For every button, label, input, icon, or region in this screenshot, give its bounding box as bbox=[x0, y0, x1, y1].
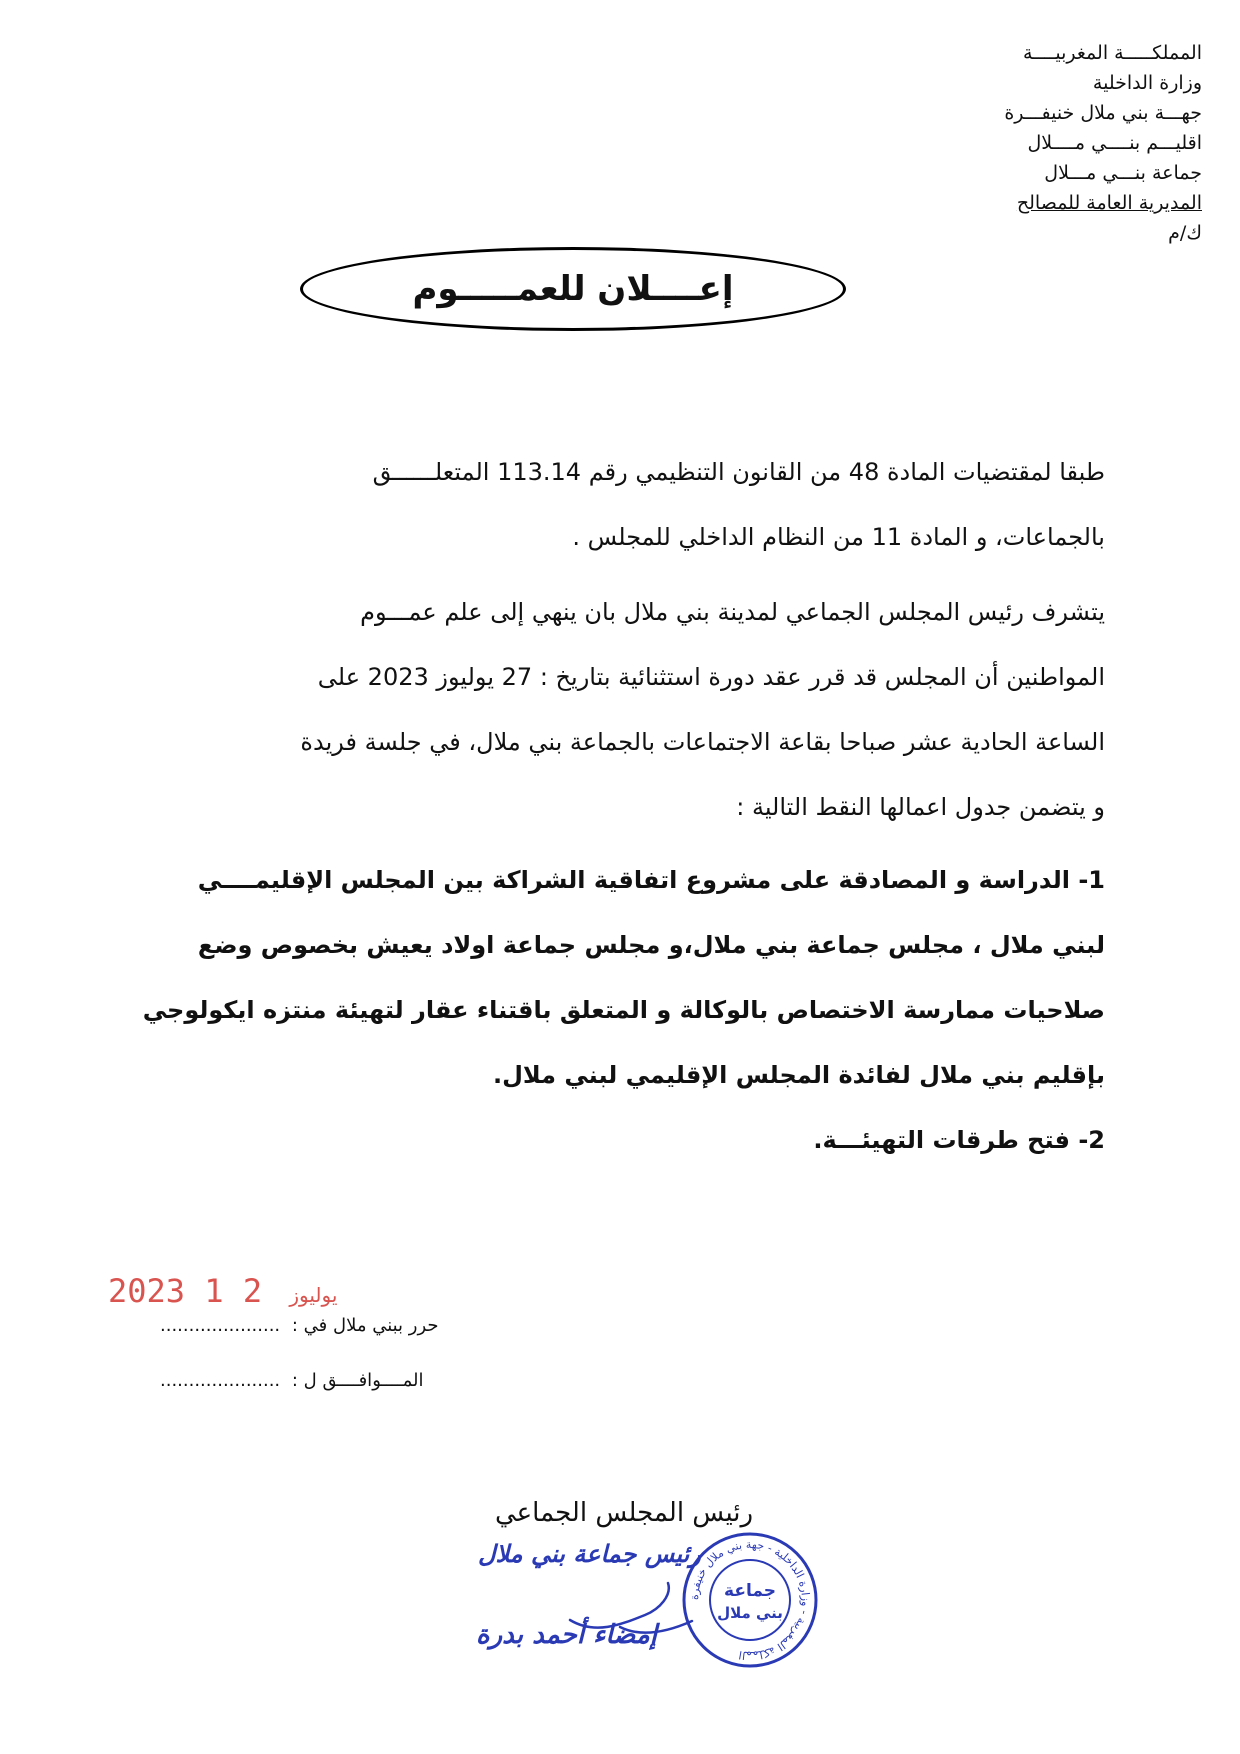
made-at-line bbox=[160, 1315, 439, 1336]
seal-ring-text: المملكة المغربية - وزارة الداخلية - جهة بني ملال خنيفرة bbox=[687, 1537, 813, 1663]
text-line: و يتضمن جدول اعمالها النقط التالية : bbox=[736, 793, 1105, 821]
signature-stamp-name: إمضاء أحمد بدرة bbox=[476, 1620, 657, 1650]
text-line: 2- فتح طرقات التهيئـــة. bbox=[813, 1126, 1105, 1154]
seal-center-line2: بني ملال bbox=[717, 1604, 783, 1622]
signatory-title: رئيس المجلس الجماعي bbox=[495, 1498, 754, 1528]
text-line: بإقليم بني ملال لفائدة المجلس الإقليمي لبني ملال. bbox=[492, 1061, 1105, 1089]
text-line: لبني ملال ، مجلس جماعة بني ملال،و مجلس جماعة اولاد يعيش بخصوص وضع bbox=[197, 931, 1105, 959]
province-line: اقليـــم بنــــي مــــلال bbox=[1027, 132, 1202, 154]
region-line: جهـــة بني ملال خنيفـــرة bbox=[1004, 102, 1202, 124]
text-line: المواطنين أن المجلس قد قرر عقد دورة استثنائية بتاريخ : 27 يوليوز 2023 على bbox=[317, 663, 1105, 691]
directorate-line: المديرية العامة للمصالح bbox=[1016, 192, 1202, 214]
text-line: يتشرف رئيس المجلس الجماعي لمدينة بني ملال بان ينهي إلى علم عمـــوم bbox=[360, 598, 1105, 626]
commune-line: جماعة بنـــي مـــلال bbox=[1044, 162, 1202, 184]
seal-center-line1: جماعة bbox=[724, 1581, 776, 1601]
ministry-line: وزارة الداخلية bbox=[1092, 72, 1202, 94]
stamp-day: 2 1 bbox=[204, 1272, 263, 1310]
page-title: إعــــلان للعمـــــوم bbox=[412, 269, 734, 309]
corresponding-blank: ..................... bbox=[160, 1370, 281, 1391]
stamp-year: 2023 bbox=[108, 1272, 186, 1310]
text-line: الساعة الحادية عشر صباحا بقاعة الاجتماعات بالجماعة بني ملال، في جلسة فريدة bbox=[300, 728, 1105, 756]
text-line: صلاحيات ممارسة الاختصاص بالوكالة و المتعلق باقتناء عقار لتهيئة منتزه ايكولوجي bbox=[142, 996, 1105, 1024]
paragraph-announcement bbox=[145, 580, 1105, 840]
agenda-item-2 bbox=[145, 1108, 1105, 1173]
corresponding-line bbox=[160, 1370, 423, 1391]
stamp-month: يوليوز bbox=[289, 1283, 338, 1307]
made-at-label: حرر ببني ملال في : bbox=[291, 1315, 439, 1336]
text-line: بالجماعات، و المادة 11 من النظام الداخلي للمجلس . bbox=[572, 523, 1105, 551]
agenda-item-1 bbox=[142, 848, 1105, 1108]
kingdom-line: المملكـــــة المغربيــــة bbox=[1022, 42, 1202, 64]
official-seal bbox=[680, 1530, 820, 1670]
date-stamp bbox=[108, 1272, 345, 1310]
signature-stamp-title: رئيس جماعة بني ملال bbox=[478, 1540, 701, 1568]
reference-code: ك/م bbox=[1168, 222, 1202, 244]
text-line: 1- الدراسة و المصادقة على مشروع اتفاقية الشراكة بين المجلس الإقليمــــي bbox=[197, 866, 1105, 894]
made-at-blank: ..................... bbox=[160, 1315, 281, 1336]
corresponding-label: المــــوافــــق ل : bbox=[291, 1370, 424, 1391]
paragraph-legal-basis bbox=[145, 440, 1105, 570]
text-line: طبقا لمقتضيات المادة 48 من القانون التنظيمي رقم 113.14 المتعلــــــق bbox=[372, 458, 1105, 486]
letterhead bbox=[922, 38, 1202, 248]
